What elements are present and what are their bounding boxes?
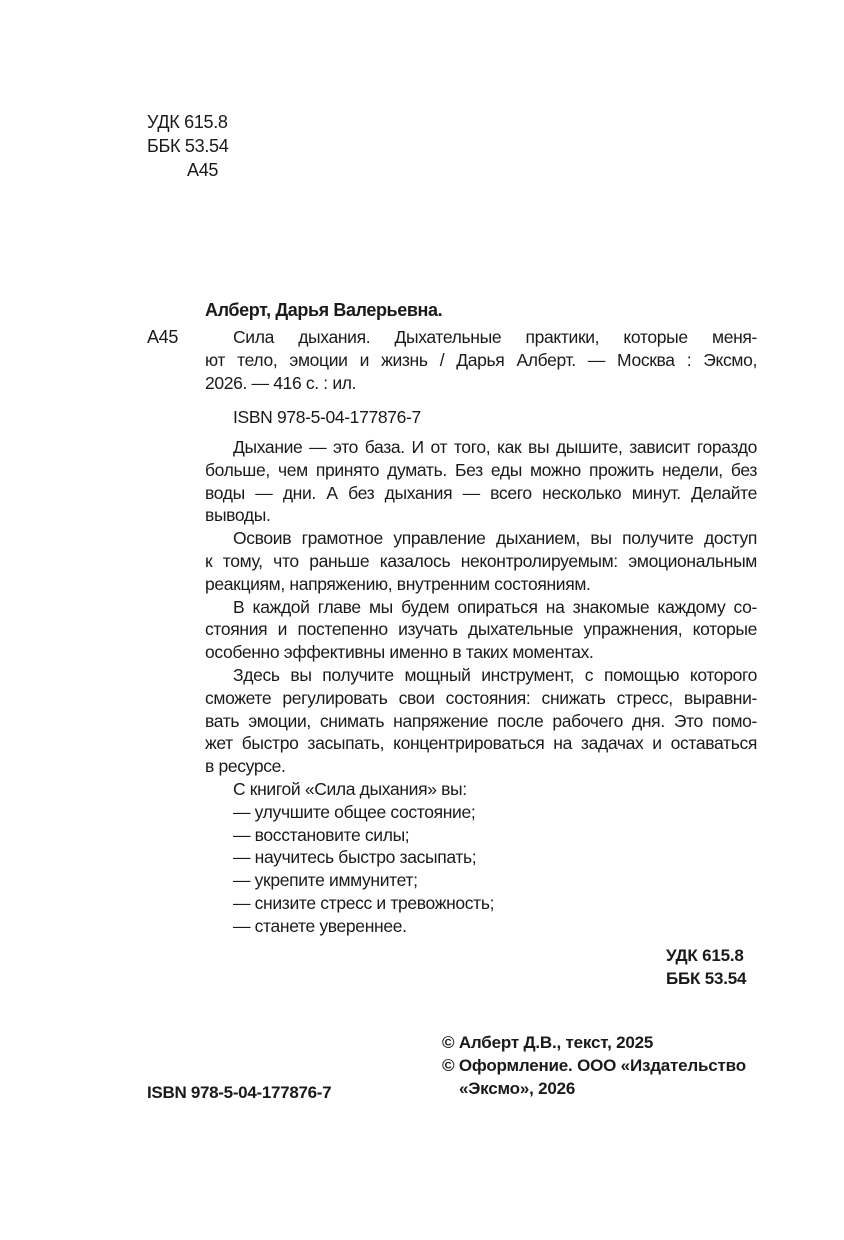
author-mark: А45: [187, 160, 219, 180]
text-line: выводы.: [205, 505, 271, 526]
title-block: [205, 326, 757, 394]
udk-code: УДК 615.8: [147, 112, 228, 132]
copyright-line: © Алберт Д.В., текст, 2025: [442, 1033, 654, 1052]
text-line: реакциям, напряжению, внутренним состояниям.: [205, 573, 591, 594]
copyright-line: «Эксмо», 2026: [459, 1079, 576, 1098]
bbk-code: ББК 53.54: [666, 969, 747, 988]
footer-isbn: ISBN 978-5-04-177876-7: [147, 1083, 332, 1102]
text-line: стояния и постепенно изучать дыхательные упражнения, которые: [205, 619, 757, 640]
bottom-classification: [666, 944, 746, 990]
author-heading: Алберт, Дарья Валерьевна.: [205, 300, 443, 320]
annotation-paragraph: [205, 436, 757, 527]
list-item: — станете увереннее.: [233, 915, 407, 936]
annotation-paragraph: [205, 596, 757, 664]
text-line: воды — дни. А без дыхания — всего несколько минут. Делайте: [205, 482, 757, 503]
text-line: особенно эффективны именно в таких моментах.: [205, 642, 594, 663]
text-line: сможете регулировать свои состояния: снижать стресс, выравни-: [205, 687, 757, 708]
udk-code: УДК 615.8: [666, 946, 744, 965]
text-line: Дыхание — это база. И от того, как вы дышите, зависит гораздо: [233, 437, 757, 457]
bbk-code: ББК 53.54: [147, 136, 229, 156]
text-line: Освоив грамотное управление дыханием, вы получите доступ: [233, 528, 757, 549]
title-line: Сила дыхания. Дыхательные практики, которые меня-: [233, 327, 757, 347]
title-line: ют тело, эмоции и жизнь / Дарья Алберт. — Москва : Эксмо,: [205, 349, 757, 370]
list-item: — укрепите иммунитет;: [233, 870, 418, 891]
list-item: — улучшите общее состояние;: [233, 801, 476, 822]
annotation-paragraph: [205, 527, 757, 595]
text-line: больше, чем принято думать. Без еды можно прожить недели, без: [205, 459, 757, 480]
benefits-list: [205, 778, 757, 938]
text-line: В каждой главе мы будем опираться на знакомые каждому со-: [233, 596, 757, 617]
record-author-mark: А45: [147, 327, 178, 347]
top-classification: [147, 110, 228, 182]
text-line: жет быстро засыпать, концентрироваться на задачах и оставаться: [205, 733, 757, 754]
annotation: [205, 436, 757, 938]
list-intro: С книгой «Сила дыхания» вы:: [233, 778, 467, 799]
annotation-paragraph: [205, 664, 757, 778]
list-item: — восстановите силы;: [233, 824, 410, 845]
text-line: в ресурсе.: [205, 756, 286, 777]
text-line: Здесь вы получите мощный инструмент, с помощью которого: [233, 664, 757, 685]
isbn-line: ISBN 978-5-04-177876-7: [233, 407, 421, 427]
title-line: 2026. — 416 с. : ил.: [205, 372, 357, 393]
copyright-block: [442, 1031, 746, 1100]
list-item: — научитесь быстро засыпать;: [233, 847, 477, 868]
copyright-line: © Оформление. ООО «Издательство: [442, 1056, 746, 1075]
list-item: — снизите стресс и тревожность;: [233, 892, 495, 913]
text-line: вать эмоции, снимать напряжение после рабочего дня. Это помо-: [205, 710, 757, 731]
text-line: к тому, что раньше казалось неконтролируемым: эмоциональным: [205, 550, 757, 571]
